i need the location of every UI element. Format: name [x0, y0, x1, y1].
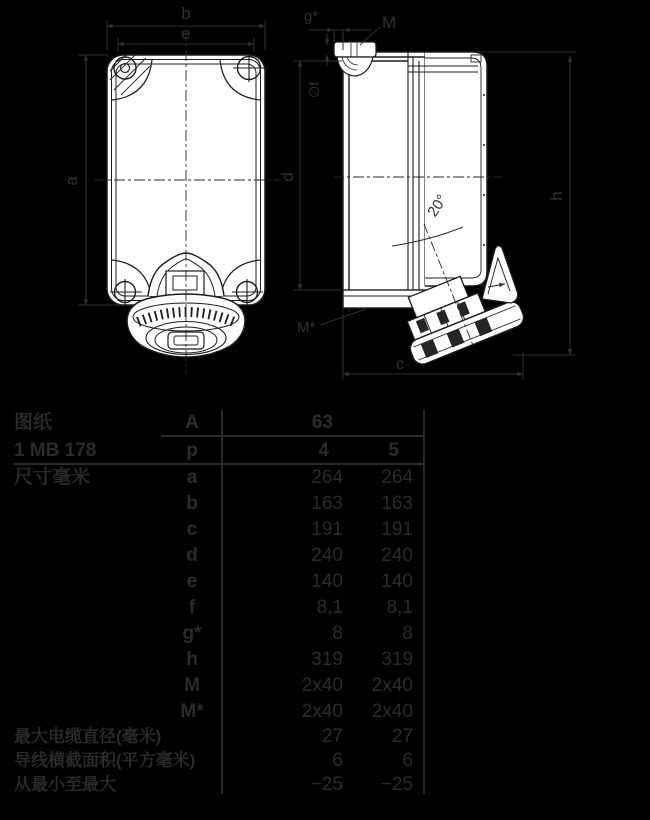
table-row: [0, 569, 650, 595]
row-value-2: 8: [402, 623, 413, 644]
pole-col-1: 4: [318, 440, 329, 461]
row-value-2: 2x40: [371, 675, 413, 696]
table-row-rating: [0, 410, 650, 436]
row-value-1: 2x40: [301, 675, 343, 696]
row-value-1: 191: [311, 519, 343, 540]
table-row: [0, 465, 650, 491]
row-value-1: 319: [311, 649, 343, 670]
row-label: 导线横截面积(平方毫米): [14, 751, 196, 770]
doc-label: 图纸: [14, 412, 53, 433]
table-row: [0, 673, 650, 699]
table-row: [0, 749, 650, 773]
pole-col-2: 5: [388, 440, 399, 461]
dim-label-g: g*: [304, 8, 319, 25]
table-row-poles: [0, 438, 650, 464]
row-value-1: 2x40: [301, 701, 343, 722]
table-row: [0, 491, 650, 517]
row-value-2: 319: [381, 649, 413, 670]
dim-label-Mstar: M*: [297, 319, 316, 336]
table-row: [0, 773, 650, 797]
table-row: [0, 621, 650, 647]
row-key: f: [188, 597, 196, 618]
row-value-2: 2x40: [371, 701, 413, 722]
row-value-2: 27: [391, 726, 413, 747]
row-key: M*: [180, 701, 204, 722]
row-value-1: −25: [310, 774, 343, 795]
row-label: 尺寸毫米: [14, 467, 91, 488]
row-key: c: [186, 519, 198, 540]
dim-rows: [0, 465, 650, 797]
row-key: b: [186, 493, 198, 514]
row-value-1: 6: [332, 750, 343, 771]
row-value-2: 191: [381, 519, 413, 540]
dim-label-M: M: [382, 13, 397, 32]
row-value-2: −25: [380, 774, 413, 795]
row-value-2: 240: [381, 545, 413, 566]
dim-label-c: c: [396, 356, 404, 373]
row-value-1: 8,1: [316, 597, 343, 618]
row-value-1: 140: [311, 571, 343, 592]
row-key: h: [186, 649, 198, 670]
dim-label-e: e: [181, 24, 191, 43]
row-value-1: 27: [321, 726, 343, 747]
row-value-2: 264: [381, 467, 413, 488]
row-value-2: 163: [381, 493, 413, 514]
dim-label-a: a: [62, 176, 81, 186]
poles-key: p: [186, 440, 198, 461]
table-row: [0, 725, 650, 749]
row-value-1: 240: [311, 545, 343, 566]
row-value-2: 8,1: [386, 597, 413, 618]
row-label: 从最小至最大: [14, 775, 116, 794]
table-row: [0, 699, 650, 725]
table-row: [0, 647, 650, 673]
row-key: g*: [182, 623, 202, 644]
rating-value: 63: [311, 412, 334, 433]
row-key: d: [186, 545, 198, 566]
row-key: M: [184, 675, 200, 696]
table-row: [0, 595, 650, 621]
row-key: e: [186, 571, 198, 592]
table-row: [0, 543, 650, 569]
row-value-2: 6: [402, 750, 413, 771]
row-value-1: 8: [332, 623, 343, 644]
row-value-2: 140: [381, 571, 413, 592]
dim-label-d: d: [278, 172, 297, 182]
table-row: [0, 517, 650, 543]
row-value-1: 163: [311, 493, 343, 514]
dim-label-h: h: [547, 191, 566, 201]
rule-under-rating: [161, 435, 425, 437]
row-key: a: [186, 467, 198, 488]
rating-key: A: [185, 412, 199, 433]
row-label: 最大电缆直径(毫米): [14, 727, 162, 746]
dim-label-b: b: [181, 4, 191, 23]
angle-label: 20°: [424, 191, 451, 220]
row-value-1: 264: [311, 467, 343, 488]
doc-number: 1 MB 178: [14, 440, 97, 461]
dim-label-f: ∅f: [306, 81, 322, 99]
